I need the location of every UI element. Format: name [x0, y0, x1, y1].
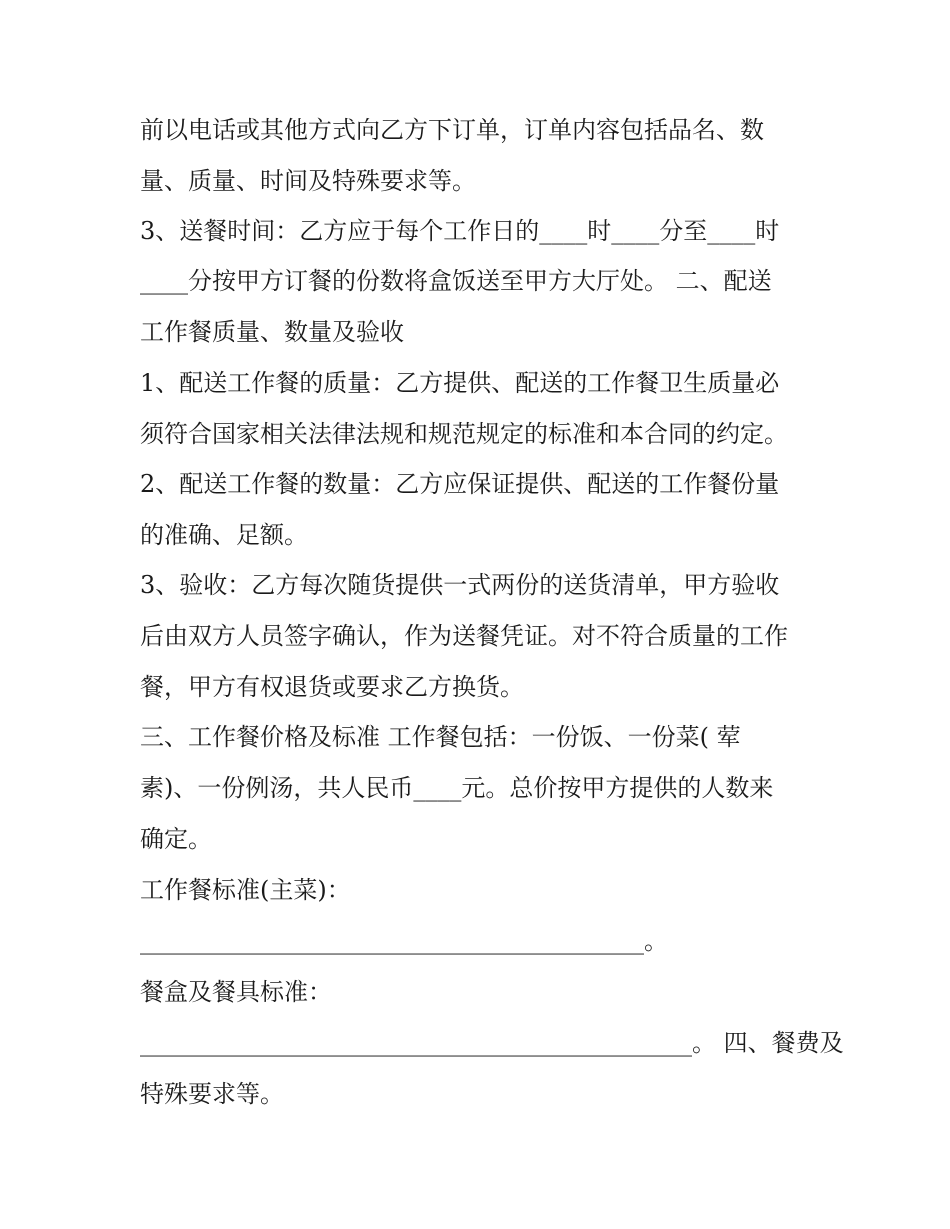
text-line: 1、配送工作餐的质量：乙方提供、配送的工作餐卫生质量必	[140, 369, 780, 397]
text-line: 餐，甲方有权退货或要求乙方换货。	[140, 673, 524, 701]
text-line: 须符合国家相关法律法规和规范规定的标准和本合同的约定。	[140, 420, 788, 448]
text-line: 三、工作餐价格及标准 工作餐包括：一份饭、一份菜( 荤	[140, 723, 741, 751]
text-line: 工作餐质量、数量及验收	[140, 318, 404, 346]
text-line: 特殊要求等。	[140, 1080, 284, 1108]
text-line: ____分按甲方订餐的份数将盒饭送至甲方大厅处。 二、配送	[140, 267, 772, 295]
text-line: 前以电话或其他方式向乙方下订单，订单内容包括品名、数	[140, 116, 764, 144]
text-line: 的准确、足额。	[140, 521, 308, 549]
text-line: 确定。	[140, 825, 212, 853]
text-line: 素)、一份例汤，共人民币____元。总价按甲方提供的人数来	[140, 774, 774, 802]
text-line: 餐盒及餐具标准：	[140, 978, 332, 1006]
text-line: 量、质量、时间及特殊要求等。	[140, 167, 476, 195]
text-line: 2、配送工作餐的数量：乙方应保证提供、配送的工作餐份量	[140, 470, 780, 498]
text-line: 3、送餐时间：乙方应于每个工作日的____时____分至____时	[140, 217, 780, 245]
text-line: 3、验收：乙方每次随货提供一式两份的送货清单，甲方验收	[140, 571, 780, 599]
blank-field-line: __________________________________________。	[140, 927, 668, 955]
text-line: 后由双方人员签字确认，作为送餐凭证。对不符合质量的工作	[140, 622, 788, 650]
blank-field-line: ______________________________________________。 四、餐费及	[140, 1029, 844, 1057]
text-line: 工作餐标准(主菜)：	[140, 876, 351, 904]
